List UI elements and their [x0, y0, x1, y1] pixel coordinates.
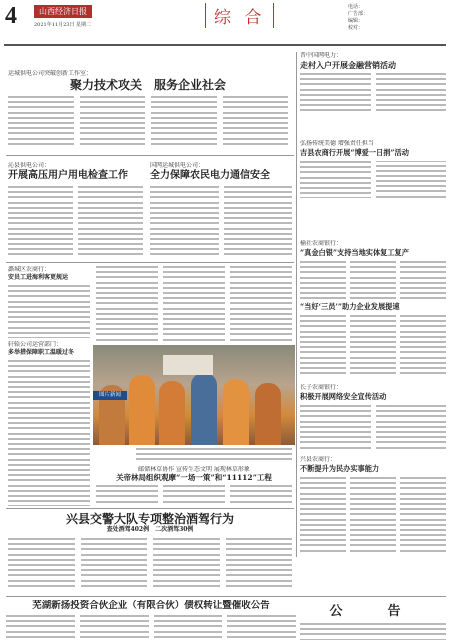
article-body — [96, 266, 292, 342]
photo-caption — [136, 448, 292, 462]
meta-line: 编辑： — [348, 18, 364, 24]
section-title: 综 合 — [205, 3, 274, 28]
row-divider — [6, 596, 446, 597]
article-body — [300, 623, 446, 640]
article-body — [300, 73, 446, 113]
article-kicker: 长子农商银行： — [300, 384, 343, 391]
article-body — [300, 161, 446, 198]
article — [300, 140, 446, 198]
article-kicker: 运城供电公司突破创新工作室： — [8, 70, 93, 77]
article-kicker: 潞城区农商行： — [8, 266, 51, 273]
article-title: 兴县交警大队专项整治酒驾行为 — [65, 512, 234, 526]
article-title: 开展高压用户用电检查工作 — [8, 170, 128, 181]
article-kicker: 兴县农商行： — [300, 456, 337, 463]
article-title: 走村入户开展金融营销活动 — [300, 60, 396, 70]
article-body — [8, 285, 90, 338]
article-body — [300, 477, 446, 558]
header-rule — [4, 44, 446, 46]
meta-line: 校对： — [348, 25, 364, 31]
article-kicker: 晋中国网电力： — [300, 52, 343, 59]
masthead-meta — [348, 4, 368, 32]
article — [300, 600, 446, 640]
article-body — [8, 538, 292, 592]
article-title: 不断提升为民办实事能力 — [300, 464, 380, 473]
masthead — [0, 0, 450, 46]
article-kicker: 弘扬传统美德 增强责任担当 — [300, 140, 374, 147]
article-body — [150, 186, 292, 258]
article-kicker: 邮储林草协作 宣传生态文明 展现林草形象 — [138, 466, 250, 473]
article-body — [300, 315, 446, 379]
article-title: 聚力技术攻关 服务企业社会 — [69, 78, 226, 92]
article — [6, 600, 296, 640]
article-title: 芜湖新扬投资合伙企业（有限合伙）债权转让暨催收公告 — [32, 600, 270, 611]
article — [150, 162, 292, 260]
article-title: 全力保障农民电力通信安全 — [150, 170, 270, 181]
column-divider — [296, 52, 297, 557]
article-kicker: 国网运城供电公司： — [150, 162, 205, 169]
row-divider — [6, 155, 294, 156]
article-title: “当好‘三员’”助力企业发展提速 — [300, 302, 400, 311]
meta-line: 广告部： — [348, 11, 369, 17]
article-title: 多举措保障职工温暖过冬 — [8, 349, 75, 356]
article — [8, 512, 292, 594]
row-divider — [6, 262, 294, 263]
article — [300, 384, 446, 452]
article-title: “真金白银”支持当地实体复工复产 — [300, 248, 409, 257]
article — [8, 162, 143, 260]
article — [300, 456, 446, 558]
article — [300, 302, 446, 382]
article-title: 积极开展网络安全宣传活动 — [300, 392, 387, 401]
article — [300, 52, 446, 114]
article-body — [300, 405, 446, 452]
page-number: 4 — [5, 3, 17, 29]
article — [8, 70, 288, 154]
article-title: 公 告 — [329, 604, 417, 619]
article-body — [8, 360, 90, 506]
article-title: 关帝林局组织观摩“一场一策”和“11112”工程 — [116, 473, 272, 482]
article-title: 安员工进海利客更规运 — [8, 274, 69, 281]
row-divider — [6, 508, 294, 509]
article-body — [6, 615, 296, 639]
article-body — [8, 186, 143, 258]
article-body — [300, 261, 446, 300]
article — [8, 266, 90, 338]
paper-name: 山西经济日报 — [34, 5, 92, 18]
article-body — [8, 96, 288, 154]
article — [8, 341, 90, 506]
issue-date: 2021年11月23日 星期二 — [34, 22, 92, 28]
article — [300, 240, 446, 300]
article-title: 吉县农商行开展“博爱一日捐”活动 — [300, 148, 409, 157]
article-kicker: 沁县供电公司： — [8, 162, 51, 169]
article-subtitle: 查处酒驾402例 二次酒驾30例 — [106, 526, 194, 533]
article-kicker: 轩辕公司运营部门： — [8, 341, 63, 348]
article-kicker: 榆社农商银行： — [300, 240, 343, 247]
photo-tag: 图片新闻 — [93, 391, 127, 400]
meta-line: 电话： — [348, 4, 364, 10]
article — [96, 466, 292, 506]
article-body — [96, 485, 292, 503]
